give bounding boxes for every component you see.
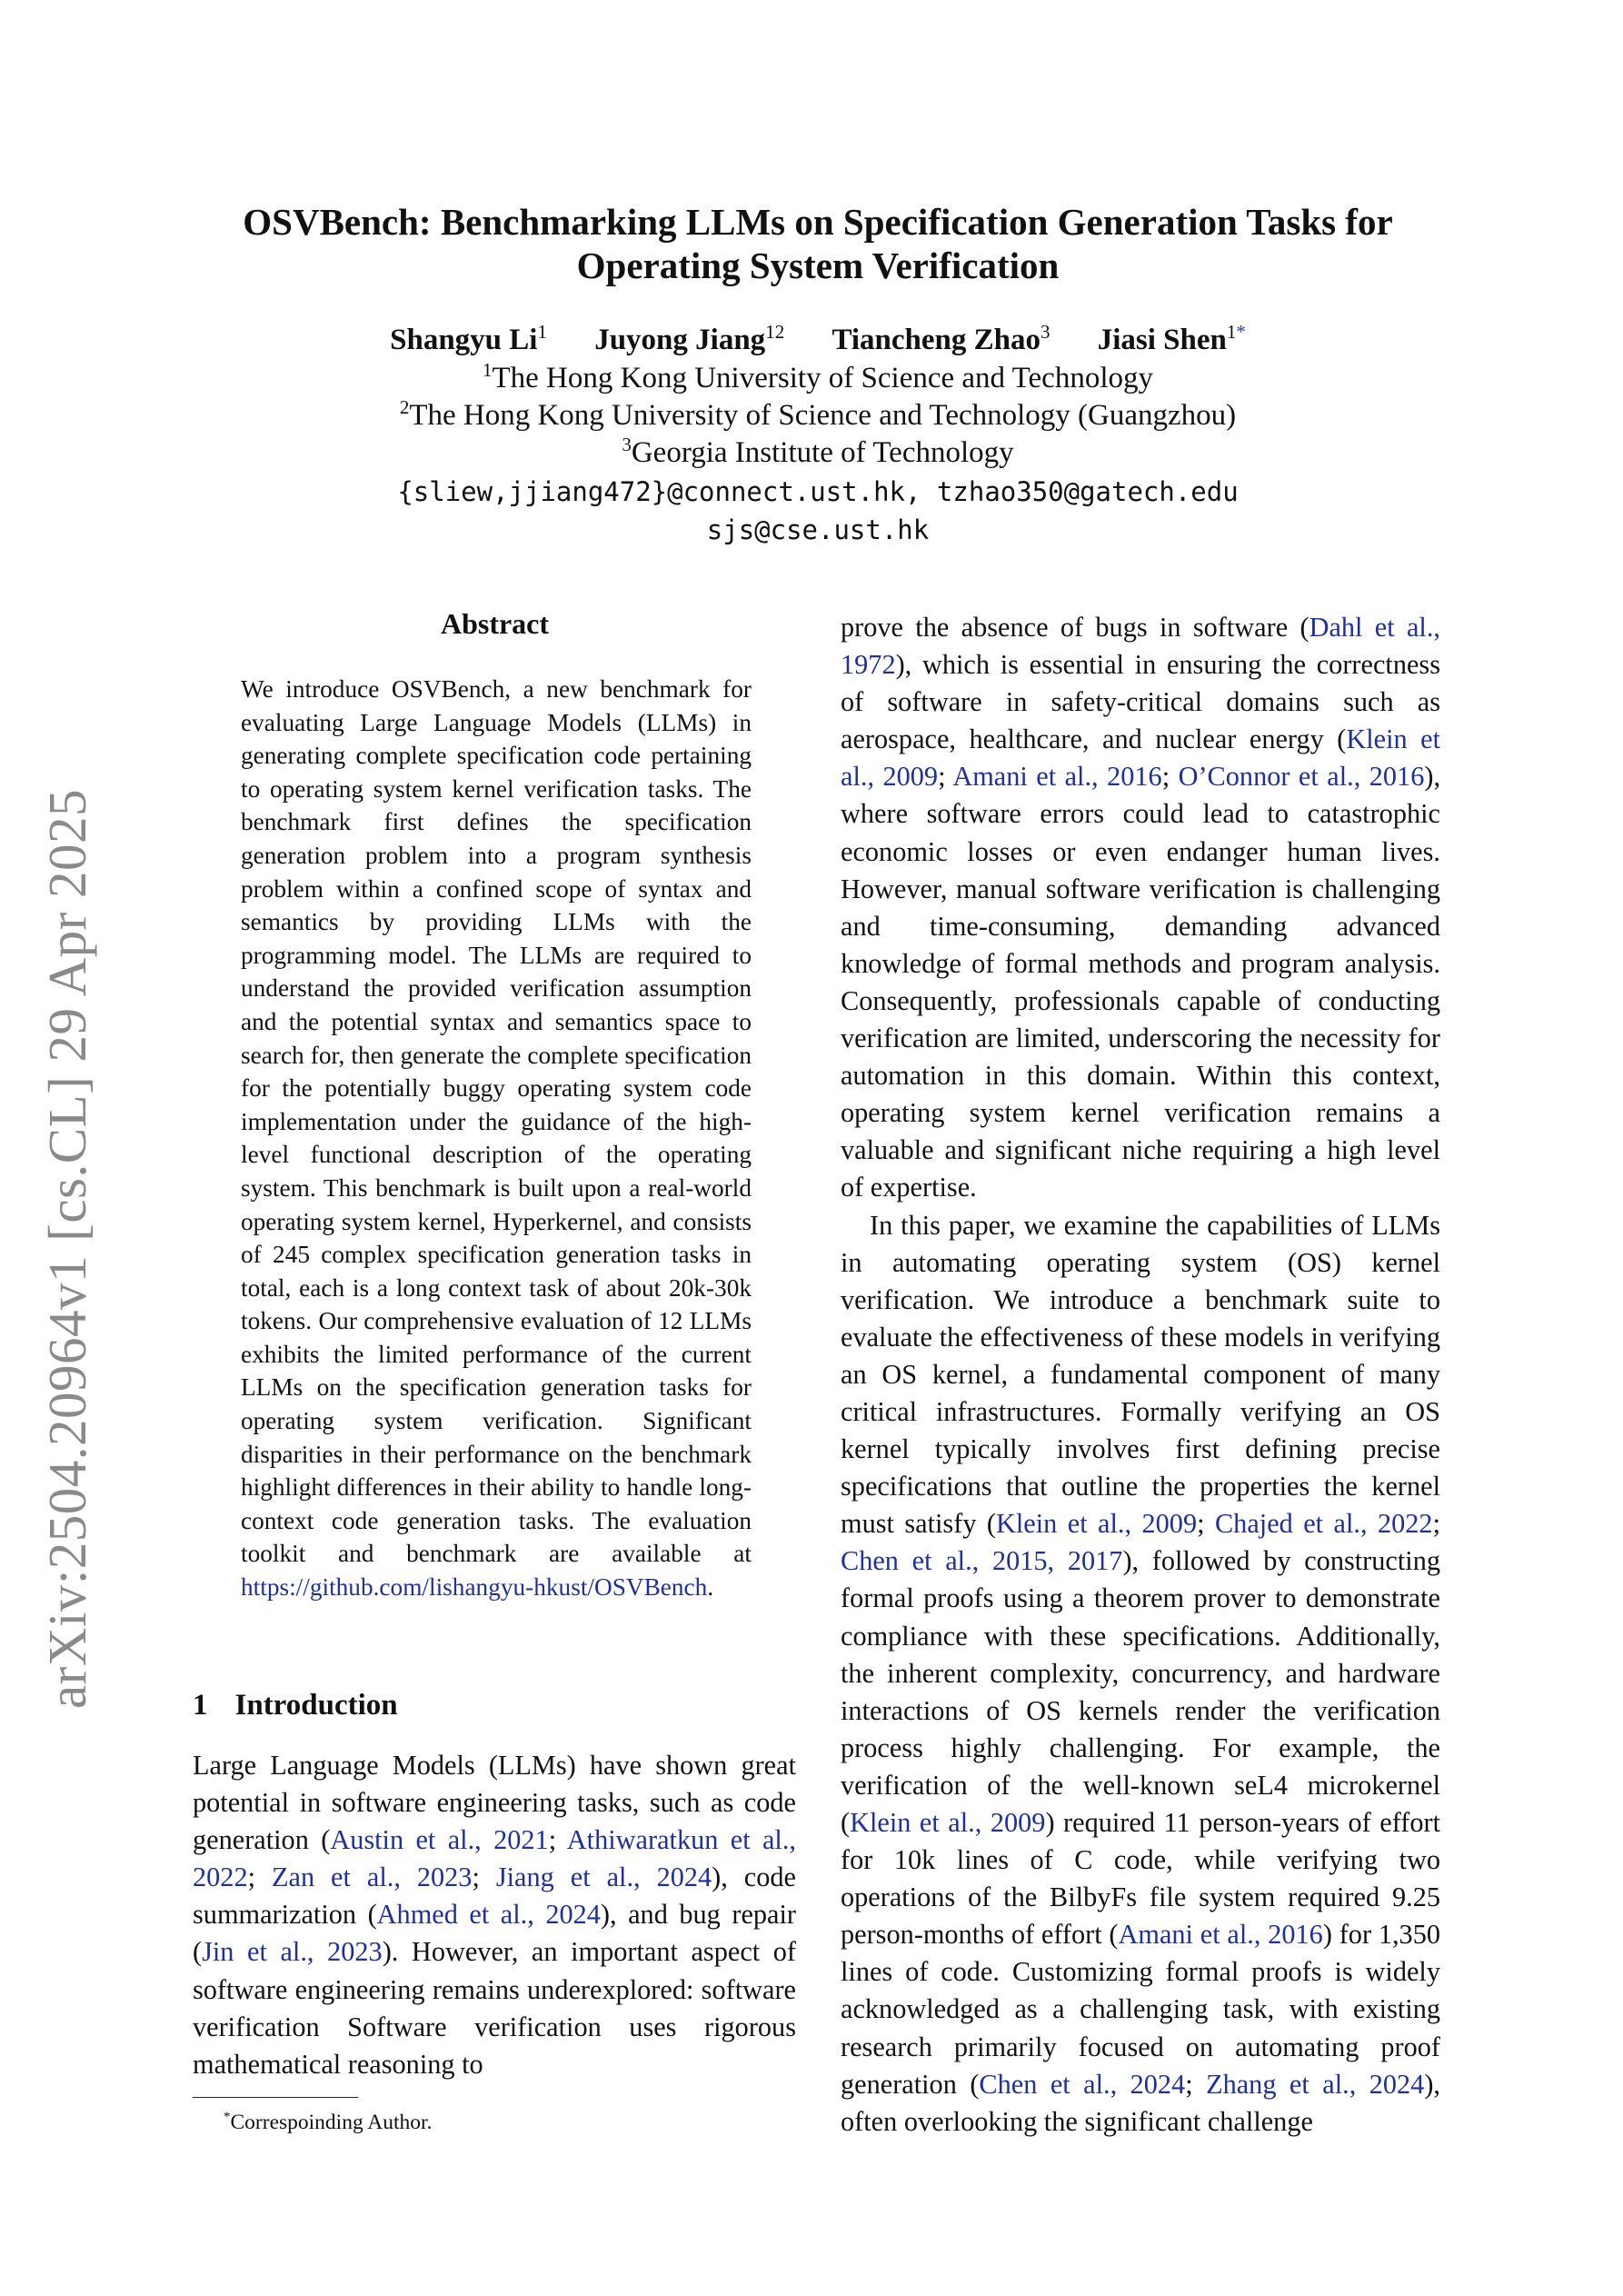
paragraph-text: ), often overlooking the significant challenge <box>841 2068 1440 2137</box>
citation-link[interactable]: Athiwaratkun et al., 2022 <box>193 1824 796 1893</box>
paragraph-text: ), and bug repair ( <box>193 1899 796 1968</box>
footnote-rule <box>193 2097 358 2098</box>
paragraph-text: ), followed by constructing formal proofs using a theorem prover to demonstrate compliance with these specifications. Additionally, the inherent complexity, concurrency, and hardware interactions of OS kernels render the verification process highly challenging. For example, the verification of the well-known seL4 microkernel ( <box>841 1545 1440 1838</box>
affiliation-2: $^2$The Hong Kong University of Science and Technology (Guangzhou) <box>399 396 1237 432</box>
paragraph-text: prove the absence of bugs in software ( <box>841 612 1309 643</box>
author-2: Juyong Jiang$^{12}$ <box>594 321 785 356</box>
author-4: Jiasi Shen$^{1*}$ <box>1097 321 1246 356</box>
citation-link[interactable]: Ahmed et al., 2024 <box>376 1899 601 1931</box>
paragraph-text: ; <box>548 1824 567 1856</box>
abstract-body: We introduce OSVBench, a new benchmark for evaluating Large Language Models (LLMs) in generating complete specification code pertaining to operating system kernel verification tasks. The benchmark first defines the specification generation problem into a program synthesis problem within a confined scope of syntax and semantics by providing LLMs with the programming model. The LLMs are required to understand the provided verification assumption and the potential syntax and semantics space to search for, then generate the complete specification for the potentially buggy operating system code implementation under the guidance of the high-level functional description of the operating system. This benchmark is built upon a real-world operating system kernel, Hyperkernel, and consists of 245 complex specification generation tasks in total, each is a long context task of about 20k-30k tokens. Our comprehensive evaluation of 12 LLMs exhibits the limited performance of the current LLMs on the specification generation tasks for operating system verification. Significant disparities in their performance on the benchmark highlight differences in their ability to handle long-context code generation tasks. The evaluation toolkit and benchmark are available at https://github.com/lishangyu-hkust/OSVBench. <box>241 675 752 1602</box>
paragraph-text: In this paper, we examine the capabilities of LLMs in automating operating system (OS) kernel verification. We introduce a benchmark suite to evaluate the effectiveness of these models in verifying an OS kernel, a fundamental component of many critical infrastructures. Formally verifying an OS kernel typically involves first defining precise specifications that outline the properties the kernel must satisfy ( <box>841 1209 1440 1540</box>
citation-link[interactable]: Klein et al., 2009 <box>996 1508 1198 1540</box>
citation-link[interactable]: Chajed et al., 2022 <box>1214 1508 1433 1540</box>
affiliation-1: $^1$The Hong Kong University of Science and Technology <box>483 359 1153 394</box>
abstract-heading: Abstract <box>440 607 550 640</box>
author-emails-line1: {sliew,jjiang472}@connect.ust.hk, tzhao350@gatech.edu <box>397 476 1239 507</box>
arxiv-identifier[interactable]: arXiv:2504.20964v1 [cs.CL] 29 Apr 2025 <box>37 788 97 1709</box>
intro-right-column <box>841 609 1440 2141</box>
author-1: Shangyu Li$^1$ <box>390 321 547 356</box>
citation-link[interactable]: Amani et al., 2016 <box>952 761 1162 793</box>
paragraph-text: ) for 1,350 lines of code. Customizing formal proofs is widely acknowledged as a challenging task, with existing research primarily focused on automating proof generation ( <box>841 1919 1440 2100</box>
citation-link[interactable]: Chen et al., 2015, 2017 <box>841 1545 1123 1577</box>
citation-link[interactable]: Klein et al., 2009 <box>850 1807 1046 1838</box>
paragraph-text: ) required 11 person-years of effort for 10k lines of C code, while verifying two operations of the BilbyFs file system required 9.25 person-months of effort ( <box>841 1807 1440 1951</box>
section-heading-introduction: 1 Introduction <box>193 1689 398 1722</box>
intro-paragraph-1 <box>193 1747 796 2083</box>
affiliation-3: $^3$Georgia Institute of Technology <box>622 434 1014 469</box>
corresponding-author-mark[interactable]: * <box>1236 321 1246 343</box>
intro-paragraph-1-cont <box>841 609 1440 1207</box>
paper-title: OSVBench: Benchmarking LLMs on Specification Generation Tasks for Operating System Verification <box>243 201 1393 286</box>
citation-link[interactable]: Dahl et al., 1972 <box>841 612 1440 681</box>
paragraph-text: Large Language Models (LLMs) have shown great potential in software engineering tasks, such as code generation ( <box>193 1750 796 1856</box>
author-emails-line2: sjs@cse.ust.hk <box>706 514 930 545</box>
paragraph-text: ), which is essential in ensuring the correctness of software in safety-critical domains such as aerospace, healthcare, and nuclear energy ( <box>841 649 1440 755</box>
citation-link[interactable]: Klein et al., 2009 <box>841 724 1441 793</box>
paragraph-text: ; <box>247 1862 272 1893</box>
citation-link[interactable]: Jiang et al., 2024 <box>495 1862 712 1893</box>
paragraph-text: ), code summarization ( <box>193 1862 796 1931</box>
paragraph-text: ; <box>1161 761 1179 793</box>
paragraph-text: ). However, an important aspect of software engineering remains underexplored: software verification Software verification uses rigorous mathematical reasoning to <box>193 1936 797 2080</box>
citation-link[interactable]: Austin et al., 2021 <box>330 1824 549 1856</box>
paragraph-text: ; <box>938 761 953 793</box>
citation-link[interactable]: Zhang et al., 2024 <box>1206 2068 1425 2100</box>
citation-link[interactable]: Zan et al., 2023 <box>271 1862 473 1893</box>
author-3: Tiancheng Zhao$^3$ <box>831 321 1050 356</box>
paragraph-text: ; <box>1185 2068 1207 2100</box>
citation-link[interactable]: Amani et al., 2016 <box>1118 1919 1323 1951</box>
intro-left-column <box>193 1747 796 2083</box>
arxiv-side-stamp <box>36 0 100 2296</box>
footnote: *Correspoinding Author. <box>224 2110 433 2134</box>
paragraph-text: ), where software errors could lead to catastrophic economic losses or even endanger human lives. However, manual software verification is challenging and time-consuming, demanding advanced knowledge of formal methods and program analysis. Consequently, professionals capable of conducting verification are limited, underscoring the necessity for automation in this domain. Within this context, operating system kernel verification remains a valuable and significant niche requiring a high level of expertise. <box>841 761 1441 1203</box>
paragraph-text: ; <box>1432 1508 1440 1540</box>
intro-paragraph-2 <box>841 1207 1440 2141</box>
paragraph-text: ; <box>472 1862 496 1893</box>
citation-link[interactable]: Chen et al., 2024 <box>979 2068 1186 2100</box>
github-link[interactable]: https://github.com/lishangyu-hkust/OSVBench <box>241 1573 708 1602</box>
paragraph-text: ; <box>1197 1508 1215 1540</box>
citation-link[interactable]: O’Connor et al., 2016 <box>1178 761 1425 793</box>
citation-link[interactable]: Jin et al., 2023 <box>202 1936 383 1968</box>
